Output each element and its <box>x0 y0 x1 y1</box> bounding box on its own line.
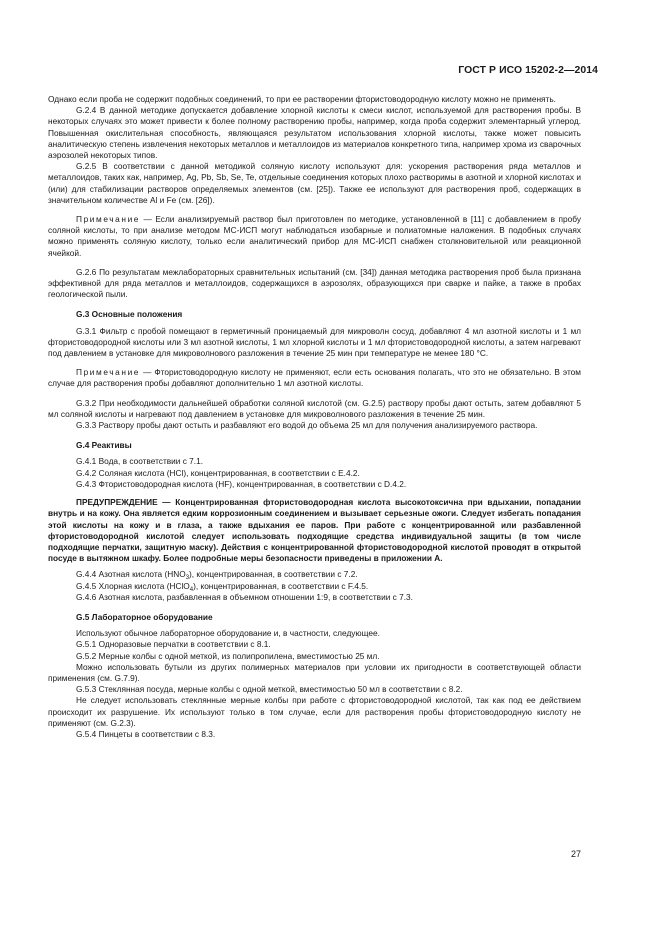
paragraph-intro: Однако если проба не содержит подобных соединений, то при ее растворении фтористоводородную кислоту можно не применять. <box>48 94 556 104</box>
document-header: ГОСТ Р ИСО 15202-2—2014 <box>458 65 598 76</box>
clause-g53-note: Не следует использовать стеклянные мерные колбы при работе с фтористоводородной кислотой, так как под ее действием происходит их разрушение. Их используют только в том случае, если для растворения пробы фтористоводородную кислоту не применяют (см. G.2.3). <box>48 695 581 728</box>
subscript: 4 <box>189 586 194 593</box>
document-body <box>48 94 581 740</box>
clause-g46: G.4.6 Азотная кислота, разбавленная в объемном отношении 1:9, в соответствии с 7.3. <box>76 591 413 602</box>
section-heading-g3: G.3 Основные положения <box>76 309 183 320</box>
note-2 <box>48 367 581 389</box>
subscript: 3 <box>185 575 190 582</box>
note-label: Примечание <box>76 214 141 225</box>
note-text: — Если анализируемый раствор был приготовлен по методике, установленной в [11] с добавлением в пробу соляной кислоты, то при анализе методом МС-ИСП могут наблюдаться изобарные и полиатомные наложения. В подобных случаях можно применять соляную кислоту, только если аналитический прибор для МС-ИСП снабжен столкновительной или реакционной ячейкой. <box>48 214 581 258</box>
clause-g33: G.3.3 Раствору пробы дают остыть и разбавляют его водой до объема 25 мл для получения анализируемого раствора. <box>76 420 538 431</box>
section-heading-g5: G.5 Лабораторное оборудование <box>76 611 213 622</box>
clause-g31: G.3.1 Фильтр с пробой помещают в герметичный проницаемый для микроволн сосуд, добавляют 4 мл азотной кислоты и 1 мл фтористоводородной кислоты или 3 мл азотной кислоты, 1 мл хлорной кислоты и 1 мл фтористоводородной кислоты, а затем нагревают под давлением в установке для микроволнового разложения в течение 25 мин при температуре не менее 180 °С. <box>48 325 581 359</box>
clause-g43: G.4.3 Фтористоводородная кислота (HF), концентрированная, в соответствии с D.4.2. <box>76 478 407 489</box>
clause-g32: G.3.2 При необходимости дальнейшей обработки соляной кислотой (см. G.2.5) раствору пробы дают остыть, затем добавляют 5 мл соляной кислоты и нагревают под давлением в установке для микроволнового разложения в течение 25 мин. <box>48 397 581 419</box>
clause-g52-note: Можно использовать бутыли из других полимерных материалов при условии их пригодности в соответствующей области применения (см. G.7.9). <box>48 661 581 683</box>
clause-g45 <box>48 581 581 592</box>
warning-block: ПРЕДУПРЕЖДЕНИЕ — Концентрированная фтористоводородная кислота высокотоксична при вдыхании, попадании внутрь и на кожу. Она является едким коррозионным соединением и вызывает серьезные ожоги. Следует избегать попадания этой кислоты на кожу и в глаза, а также вдыхания ее паров. При работе с концентрированной или разбавленной фтористоводородной кислотой следует использовать подходящие средства индивидуальной защиты (в том числе подходящие перчатки, защитную маску). Действия с концентрированной фтористоводородной кислотой проводят в открытой посуде в вытяжном шкафу. Более подробные меры безопасности приведены в приложении А. <box>48 497 581 564</box>
clause-g53: G.5.3 Стеклянная посуда, мерные колбы с одной меткой, вместимостью 50 мл в соответствии с 8.2. <box>76 684 463 695</box>
clause-g24: G.2.4 В данной методике допускается добавление хлорной кислоты к смеси кислот, используемой для растворения пробы. В некоторых случаях это может привести к более полному растворению пробы, например, когда проба содержит элементарный углерод. Повышенная окислительная способность, являющаяся результатом использования хлорной кислоты, также может повысить аналитическую степень извлечения некоторых металлов и металлоидов из материалов конкретного типа, например хрома из сварочных аэрозолей некоторых типов. <box>48 105 581 161</box>
clause-g54: G.5.4 Пинцеты в соответствии с 8.3. <box>76 728 216 739</box>
clause-g25: G.2.5 В соответствии с данной методикой соляную кислоту используют для: ускорения растворения ряда металлов и металлоидов, таких как, например, Ag, Pb, Sb, Se, Te, отдельные соединения которых плохо растворимы в азотной и хлорной кислотах и (или) для стабилизации растворов определяемых элементов (см. [25]). Также ее используют для растворения проб, содержащих в значительном количестве Al и Fe (см. [26]). <box>48 161 581 205</box>
clause-g52: G.5.2 Мерные колбы с одной меткой, из полипропилена, вместимостью 25 мл. <box>76 650 380 661</box>
clause-text: G.4.4 Азотная кислота (HNO <box>76 569 186 580</box>
clause-g26: G.2.6 По результатам межлабораторных сравнительных испытаний (см. [34]) данная методика растворения проб была признана эффективной для ряда металлов и металлоидов, содержащихся в аэрозолях, образующихся при сварке и пайке, а также в пробах геологической пыли. <box>48 266 581 300</box>
clause-g41: G.4.1 Вода, в соответствии с 7.1. <box>76 456 204 467</box>
clause-g51: G.5.1 Одноразовые перчатки в соответствии с 8.1. <box>76 639 271 650</box>
note-label: Примечание <box>76 367 141 378</box>
clause-text: ), концентрированная, в соответствии с 7.2. <box>189 569 358 580</box>
page-number: 27 <box>570 849 581 859</box>
clause-g42: G.4.2 Соляная кислота (HCl), концентрированная, в соответствии с Е.4.2. <box>76 467 360 478</box>
section-heading-g4: G.4 Реактивы <box>76 440 132 451</box>
clause-g44 <box>48 569 581 580</box>
note-1 <box>48 214 581 259</box>
paragraph-g5-intro: Используют обычное лабораторное оборудование и, в частности, следующее. <box>76 628 380 639</box>
clause-text: G.4.5 Хлорная кислота (HClO <box>76 580 190 591</box>
clause-text: ), концентрированная, в соответствии с F.4.5. <box>193 580 369 591</box>
note-text: — Фтористоводородную кислоту не применяют, если есть основания полагать, что это не обязательно. В этом случае для растворения пробы добавляют дополнительно 1 мл азотной кислоты. <box>48 367 581 389</box>
